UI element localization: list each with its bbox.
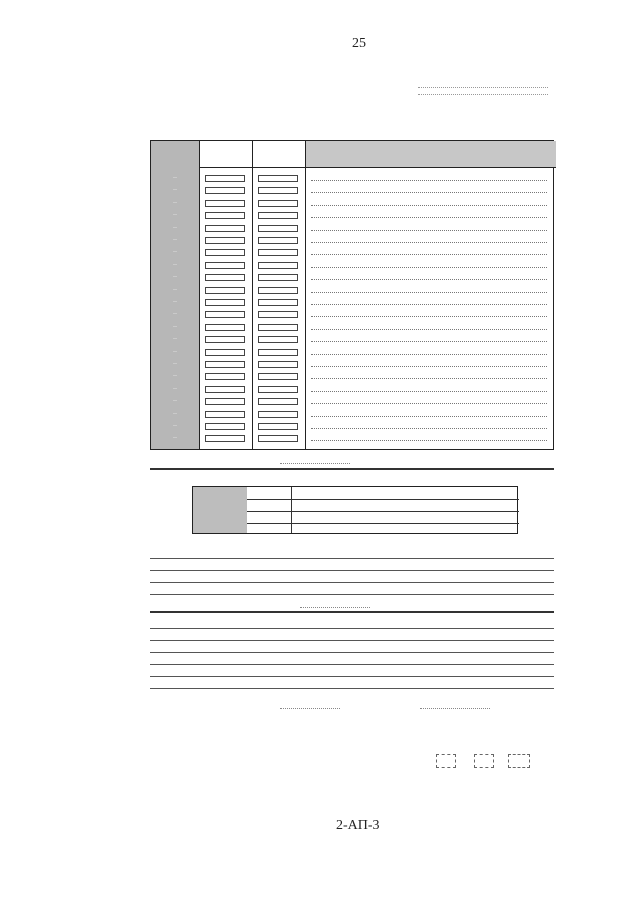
score-cell[interactable] (205, 386, 245, 393)
row-number: — (173, 236, 177, 241)
comment-dotline (311, 316, 547, 317)
page-number: 25 (352, 36, 366, 51)
score-cell[interactable] (205, 411, 245, 418)
grid-header-right (305, 141, 556, 168)
score-cell[interactable] (205, 361, 245, 368)
comment-dotline (311, 366, 547, 367)
comment-line-2 (150, 570, 554, 571)
remarks-line-3 (150, 652, 554, 653)
score-cell[interactable] (258, 212, 298, 219)
row-number: — (173, 347, 177, 353)
score-cell[interactable] (258, 373, 298, 380)
score-cell[interactable] (258, 386, 298, 393)
remarks-line-4 (150, 664, 554, 665)
score-cell[interactable] (258, 175, 298, 182)
score-cell[interactable] (258, 287, 298, 294)
score-cell[interactable] (258, 225, 298, 232)
grid-divider-1 (199, 141, 200, 449)
summary-col-divider (291, 487, 292, 533)
bottom-date-field (420, 708, 490, 709)
score-cell[interactable] (205, 212, 245, 219)
remarks-line-5 (150, 676, 554, 677)
comment-dotline (311, 391, 547, 392)
row-number: — (173, 174, 177, 179)
comment-line-3 (150, 582, 554, 583)
score-cell[interactable] (205, 336, 245, 343)
row-number: — (173, 310, 177, 316)
score-cell[interactable] (205, 249, 245, 256)
score-cell[interactable] (258, 262, 298, 269)
signature-field (300, 607, 370, 608)
score-cell[interactable] (205, 225, 245, 232)
score-cell[interactable] (258, 249, 298, 256)
row-number: — (173, 248, 177, 254)
score-cell[interactable] (205, 175, 245, 182)
comment-dotline (311, 217, 547, 218)
score-cell[interactable] (258, 398, 298, 405)
row-number: — (173, 434, 177, 440)
comment-line-4 (150, 594, 554, 595)
score-cell[interactable] (258, 187, 298, 194)
score-cell[interactable] (258, 237, 298, 244)
score-cell[interactable] (205, 287, 245, 294)
score-cell[interactable] (258, 324, 298, 331)
remarks-line-6 (150, 688, 554, 689)
date-year-box[interactable] (508, 754, 530, 768)
comment-dotline (311, 304, 547, 305)
comment-dotline (311, 242, 547, 243)
section-divider-2 (150, 611, 554, 613)
score-cell[interactable] (205, 423, 245, 430)
row-number: — (173, 298, 177, 303)
row-number: — (173, 211, 177, 217)
score-cell[interactable] (205, 311, 245, 318)
comment-dotline (311, 254, 547, 255)
row-number: — (173, 372, 177, 378)
score-cell[interactable] (258, 311, 298, 318)
row-number: — (173, 360, 177, 365)
row-number: — (173, 273, 177, 279)
comment-dotline (311, 329, 547, 330)
bottom-signature-field (280, 708, 340, 709)
summary-label-band (193, 487, 247, 533)
score-cell[interactable] (205, 187, 245, 194)
score-cell[interactable] (258, 349, 298, 356)
comment-dotline (311, 267, 547, 268)
score-cell[interactable] (205, 349, 245, 356)
row-number: — (173, 384, 177, 390)
total-value-field (280, 463, 350, 464)
comment-dotline (311, 403, 547, 404)
comment-dotline (311, 230, 547, 231)
comment-dotline (311, 279, 547, 280)
row-number: — (173, 335, 177, 341)
row-number: — (173, 186, 177, 192)
comment-dotline (311, 354, 547, 355)
summary-row-divider-3 (247, 523, 519, 524)
row-number: — (173, 322, 177, 328)
comment-dotline (311, 440, 547, 441)
comment-dotline (311, 180, 547, 181)
summary-row-divider-2 (247, 511, 519, 512)
comment-line-1 (150, 558, 554, 559)
score-cell[interactable] (205, 435, 245, 442)
comment-dotline (311, 341, 547, 342)
score-cell[interactable] (258, 361, 298, 368)
score-cell[interactable] (258, 274, 298, 281)
summary-row-divider-1 (247, 499, 519, 500)
score-cell[interactable] (258, 411, 298, 418)
grid-divider-3 (305, 141, 306, 449)
summary-grid (192, 486, 518, 534)
section-divider-1 (150, 468, 554, 470)
row-number: — (173, 223, 177, 229)
score-cell[interactable] (258, 299, 298, 306)
score-cell[interactable] (258, 423, 298, 430)
score-cell[interactable] (205, 373, 245, 380)
score-cell[interactable] (205, 299, 245, 306)
score-cell[interactable] (205, 398, 245, 405)
comment-dotline (311, 416, 547, 417)
score-cell[interactable] (205, 262, 245, 269)
row-number: — (173, 397, 177, 403)
score-cell[interactable] (258, 435, 298, 442)
comment-dotline (311, 428, 547, 429)
score-cell[interactable] (205, 324, 245, 331)
footer-form-code: 2-АП-3 (336, 818, 380, 833)
comment-dotline (311, 292, 547, 293)
row-number: — (173, 260, 177, 266)
score-cell[interactable] (205, 237, 245, 244)
comment-dotline (311, 378, 547, 379)
remarks-line-2 (150, 640, 554, 641)
comment-dotline (311, 192, 547, 193)
form-code-field (418, 87, 548, 95)
row-number: — (173, 422, 177, 427)
comment-dotline (311, 205, 547, 206)
date-month-box[interactable] (474, 754, 494, 768)
row-number: — (173, 409, 177, 415)
score-cell[interactable] (258, 200, 298, 207)
row-number: — (173, 198, 177, 204)
row-number: — (173, 285, 177, 291)
date-day-box[interactable] (436, 754, 456, 768)
score-cell[interactable] (205, 274, 245, 281)
main-data-grid (150, 140, 554, 450)
score-cell[interactable] (205, 200, 245, 207)
grid-divider-2 (252, 141, 253, 449)
score-cell[interactable] (258, 336, 298, 343)
remarks-line-1 (150, 628, 554, 629)
